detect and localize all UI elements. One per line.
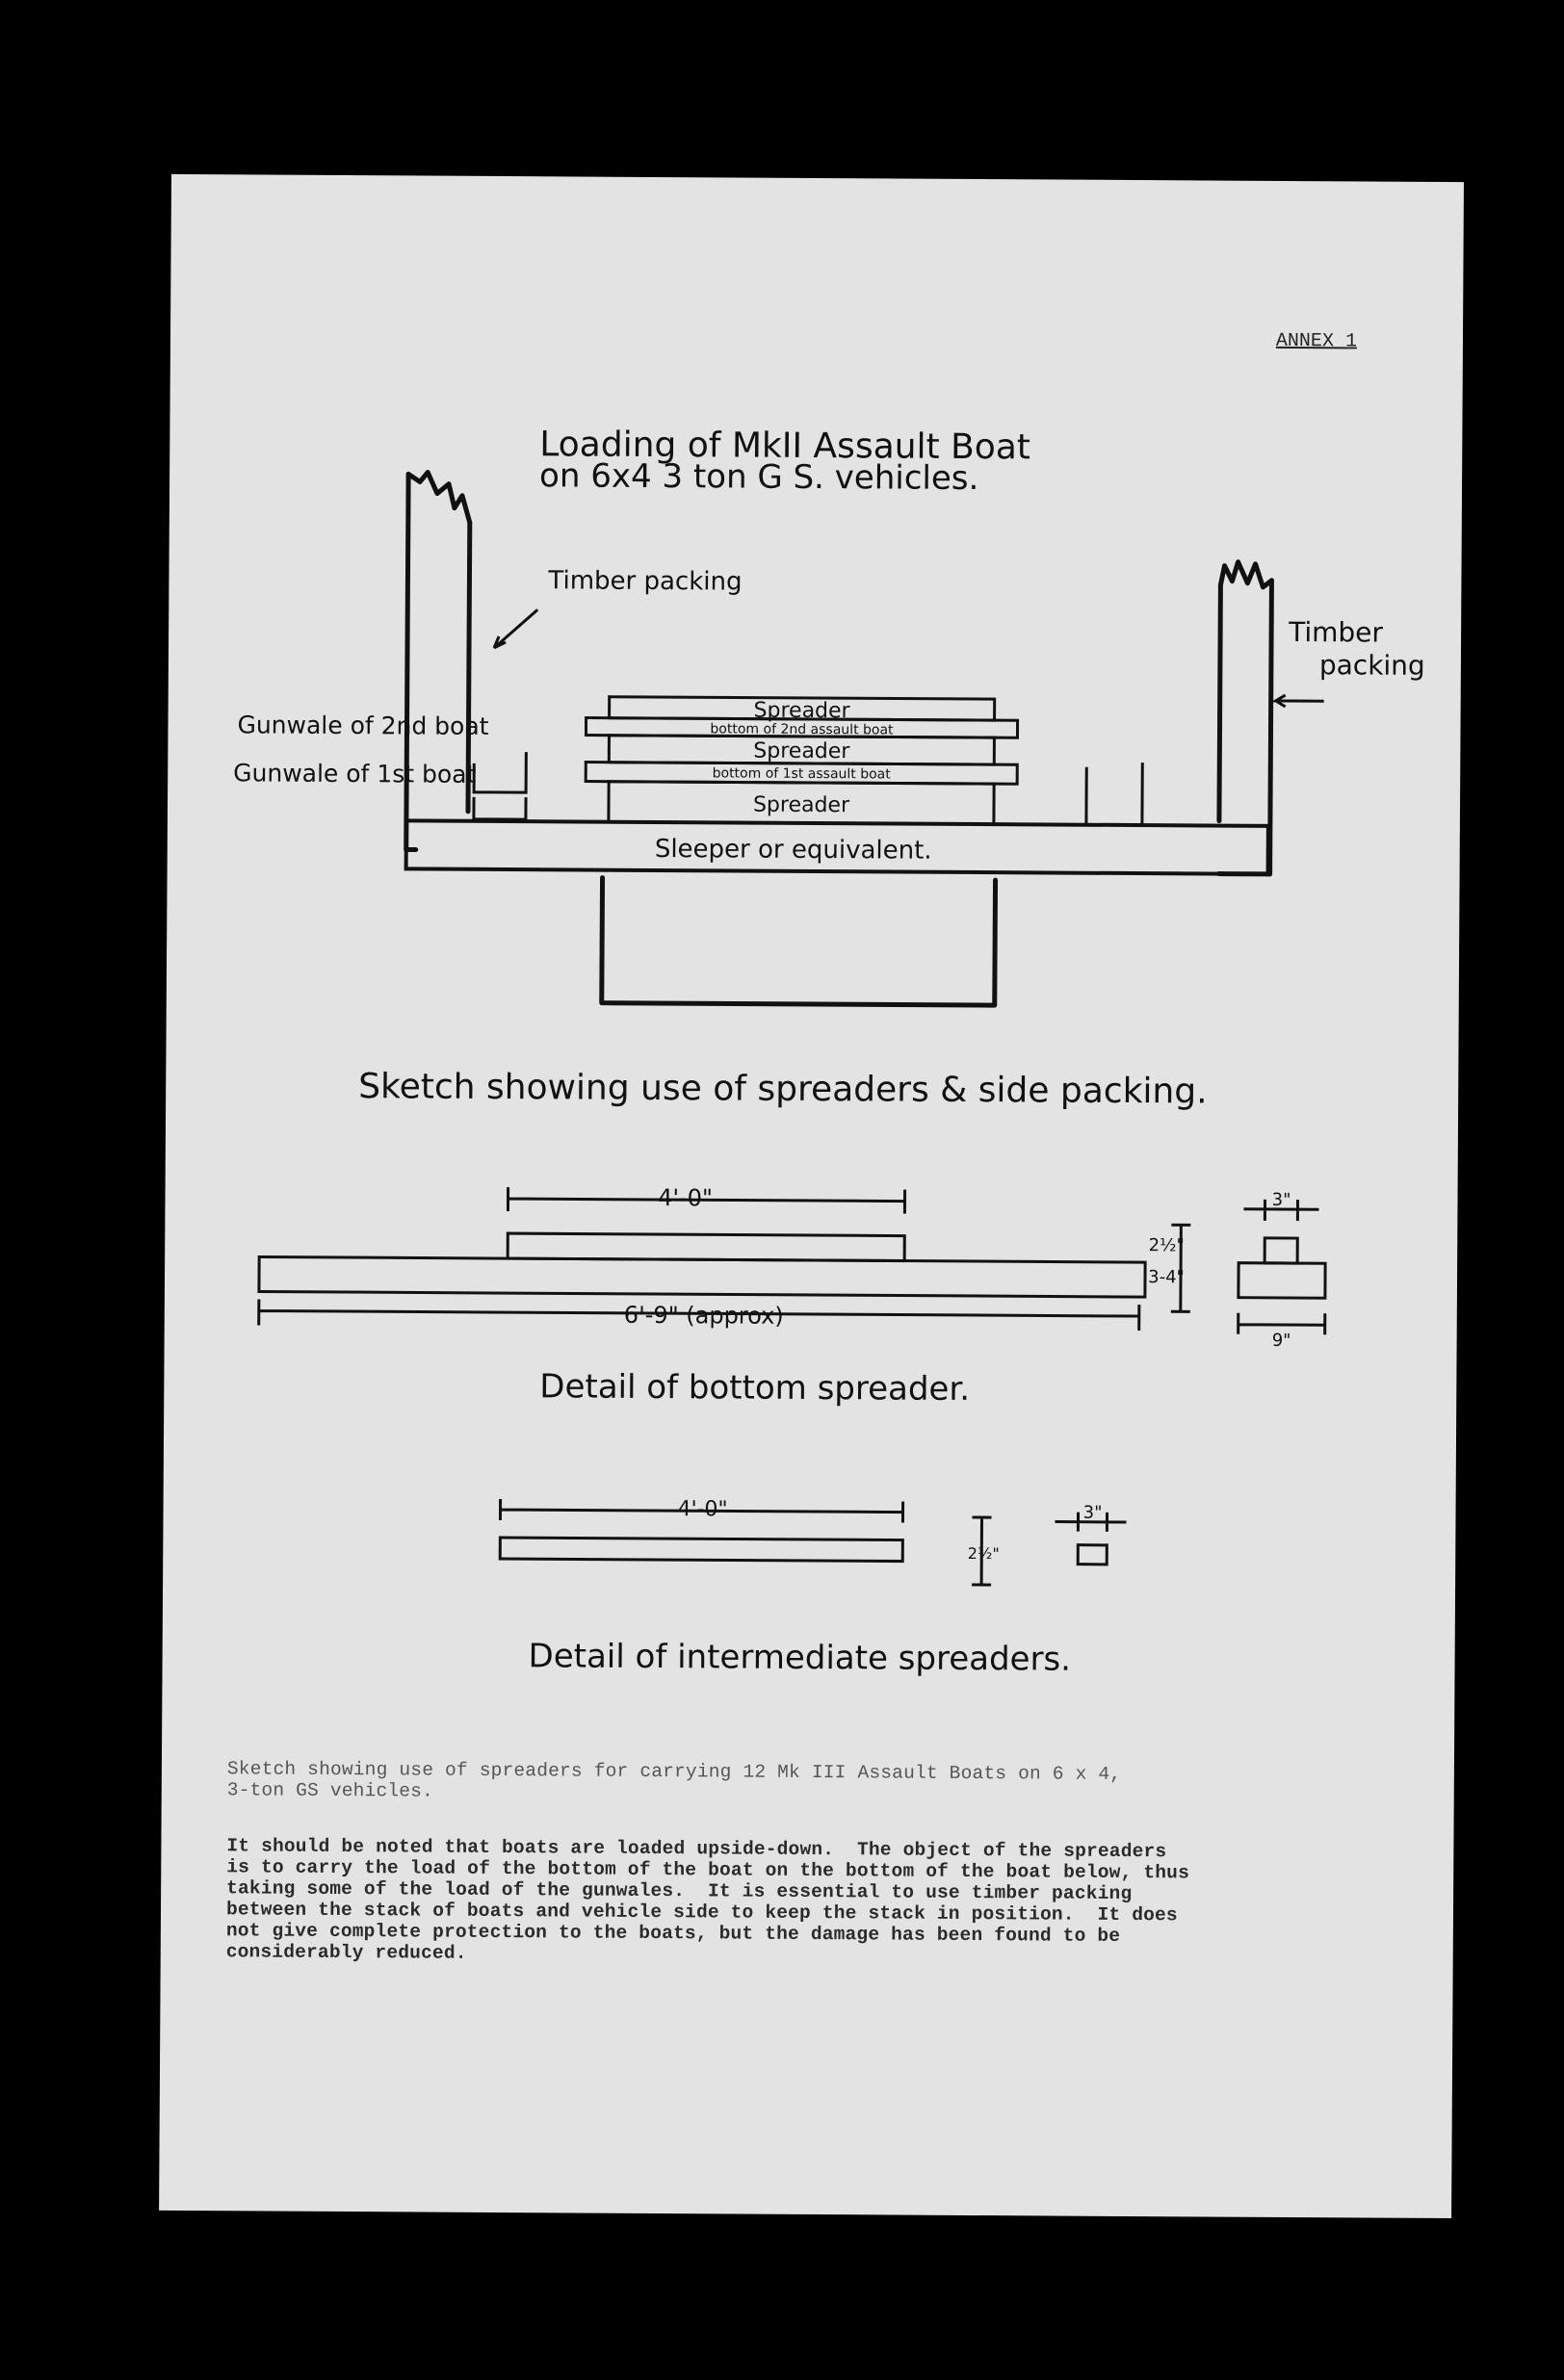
label-gunwale-1st-boat: Gunwale of 1st boat bbox=[233, 759, 477, 789]
section-top-piece bbox=[1264, 1238, 1297, 1263]
label-spreader-top: Spreader bbox=[753, 698, 850, 724]
arrow-timber-left bbox=[494, 609, 537, 648]
bottom-spreader-base bbox=[259, 1256, 1145, 1297]
annex-label: ANNEX 1 bbox=[1275, 329, 1358, 353]
typed-note: It should be noted that boats are loaded upside-down. The object of the spreaders is to carry the load of the bottom of the boat on the bottom of the boat below, thus taking some of the load of the gunwales. It is essential to use timber packing between the stack of boats and vehicle side to keep the stack in position. It does not give complete protection to the boats, but the damage has been found to be considerably reduced. bbox=[225, 1835, 1190, 1964]
gunwale-left-upper bbox=[474, 752, 526, 792]
label-sleeper: Sleeper or equivalent. bbox=[654, 834, 932, 866]
diagram3-caption: Detail of intermediate spreaders. bbox=[528, 1637, 1072, 1679]
diagram1-caption: Sketch showing use of spreaders & side packing. bbox=[358, 1067, 1208, 1112]
label-timber-packing-left: Timber packing bbox=[548, 566, 743, 597]
truck-left-wall bbox=[406, 474, 418, 849]
truck-right-wall-inner bbox=[1219, 585, 1220, 821]
dim-label-2-half: 2½" bbox=[1148, 1235, 1185, 1256]
gunwale-left-lower bbox=[474, 797, 526, 819]
diagram-title-line2: on 6x4 3 ton G S. vehicles. bbox=[538, 456, 979, 499]
label-spreader-middle: Spreader bbox=[753, 738, 850, 764]
gunwale-right bbox=[1086, 763, 1142, 825]
document-page bbox=[159, 174, 1464, 2218]
truck-left-wall-break bbox=[408, 472, 470, 522]
chassis-box bbox=[602, 878, 996, 1005]
section-base bbox=[1238, 1263, 1325, 1299]
dim-label-6ft9: 6'-9" (approx) bbox=[623, 1301, 784, 1330]
label-bottom-1st-boat: bottom of 1st assault boat bbox=[712, 765, 891, 783]
intermediate-spreader bbox=[500, 1538, 902, 1562]
arrow-timber-right bbox=[1276, 695, 1324, 707]
dim-label-4ft-intermediate: 4'-0" bbox=[677, 1497, 728, 1522]
diagram-title-line1: Loading of MkII Assault Boat bbox=[539, 425, 1031, 468]
diagram2-caption: Detail of bottom spreader. bbox=[539, 1367, 971, 1409]
label-timber-packing-right-2: packing bbox=[1318, 649, 1425, 682]
intermediate-section bbox=[1078, 1545, 1107, 1565]
label-timber-packing-right-1: Timber bbox=[1289, 615, 1384, 649]
dim-label-3-4: 3-4" bbox=[1148, 1267, 1185, 1288]
truck-right-wall-break bbox=[1220, 562, 1271, 587]
dim-label-3in-intermediate: 3" bbox=[1082, 1502, 1103, 1523]
label-spreader-bottom: Spreader bbox=[752, 792, 850, 818]
label-bottom-2nd-boat: bottom of 2nd assault boat bbox=[710, 721, 894, 738]
dim-label-3in: 3" bbox=[1271, 1189, 1291, 1211]
label-gunwale-2nd-boat: Gunwale of 2nd boat bbox=[237, 711, 489, 740]
dim-label-9in: 9" bbox=[1271, 1330, 1291, 1352]
dim-label-4ft: 4'-0" bbox=[658, 1184, 714, 1212]
typed-caption: Sketch showing use of spreaders for carrying 12 Mk III Assault Boats on 6 x 4, 3-ton GS vehicles. bbox=[226, 1758, 1122, 1802]
bottom-spreader-top-piece bbox=[508, 1233, 904, 1261]
dim-label-2-half-intermediate: 2½" bbox=[967, 1543, 1000, 1564]
